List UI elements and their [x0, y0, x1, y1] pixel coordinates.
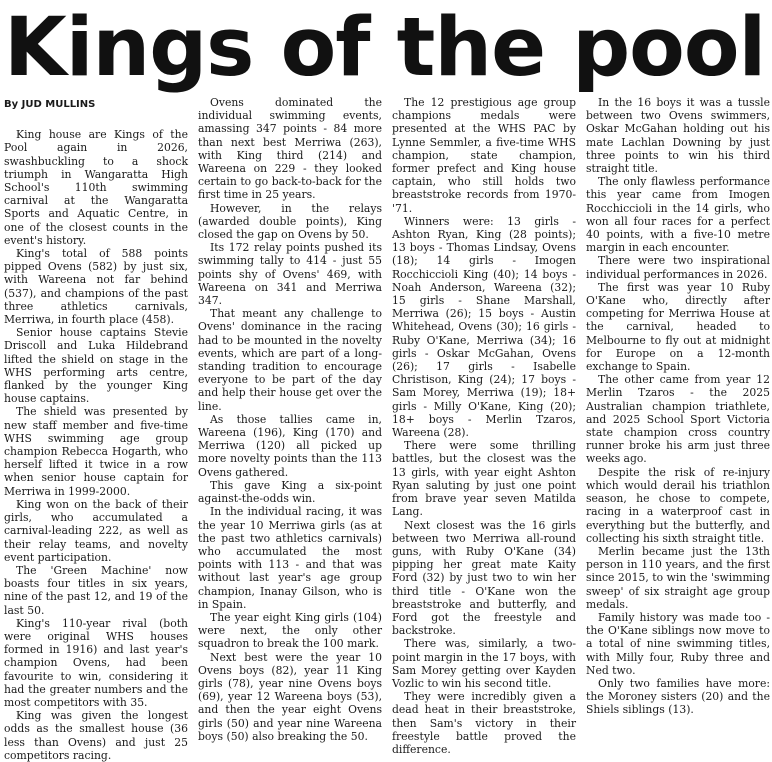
paragraph: Merlin became just the 13th person in 110 years, and the first since 2015, to win the 'swimming sweep' of six straight age group medals. [586, 544, 770, 611]
paragraph: This gave King a six-point against-the-odds win. [198, 478, 382, 506]
headline: Kings of the pool [4, 1, 766, 95]
paragraph: The year eight King girls (104) were next, the only other squadron to break the 100 mark. [198, 610, 382, 651]
paragraph: The 'Green Machine' now boasts four titles in six years, nine of the past 12, and 19 of the last 50. [4, 563, 188, 617]
paragraph: The other came from year 12 Merlin Tzaros - the 2025 Australian champion triathlete, and 2025 School Sport Victoria state champion cross country runner broke his arm just three weeks ago. [586, 373, 770, 466]
paragraph: In the individual racing, it was the year 10 Merriwa girls (as at the past two athletics carnivals) who accumulated the most points with 113 - and that was without last year's age group champion, Inanay Gilson, who is in Spain. [198, 505, 382, 611]
paragraph: Its 172 relay points pushed its swimming tally to 414 - just 55 points shy of Ovens' 469, with Wareena on 341 and Merriwa 347. [198, 241, 382, 308]
paragraph: Next closest was the 16 girls between two Merriwa all-round guns, with Ruby O'Kane (34) pipping her great mate Kaity Ford (32) by just two to win her third title - O'Kane won the breaststroke and butterfly, and Ford got the freestyle and backstroke. [392, 518, 576, 638]
article-body [4, 96, 770, 762]
paragraph: However, in the relays (awarded double points), King closed the gap on Ovens by 50. [198, 201, 382, 242]
paragraph: There was, similarly, a two-point margin in the 17 boys, with Sam Morey getting over Kayden Vozlic to win his second title. [392, 637, 576, 690]
column-1 [4, 96, 188, 762]
paragraph: King's total of 588 points pipped Ovens (582) by just six, with Wareena not far behind (537), and champions of the past three athletics carnivals, Merriwa, in fourth place (458). [4, 247, 188, 327]
column-3 [392, 96, 576, 756]
paragraph: They were incredibly given a dead heat in their breaststroke, then Sam's victory in their freestyle battle proved the difference. [392, 690, 576, 756]
paragraph: That meant any challenge to Ovens' dominance in the racing had to be mounted in the novelty events, which are part of a long-standing tradition to encourage everyone to be part of the day and help their house get over the line. [198, 307, 382, 413]
paragraph: Only two families have more: the Moroney sisters (20) and the Shiels siblings (13). [586, 676, 770, 717]
paragraph: The only flawless performance this year came from Imogen Rocchiccioli in the 14 girls, who won all four races for a perfect 40 points, with a five-10 metre margin in each encounter. [586, 175, 770, 255]
paragraph: The shield was presented by new staff member and five-time WHS swimming age group champion Rebecca Hogarth, who herself lifted it twice in a row when senior house captain for Merriwa in 1999-2000. [4, 405, 188, 498]
paragraph: There were two inspirational individual performances in 2026. [586, 254, 770, 281]
paragraph: There were some thrilling battles, but the closest was the 13 girls, with year eight Ashton Ryan saluting by just one point from brave year seven Matilda Lang. [392, 439, 576, 519]
column-4 [586, 96, 770, 717]
paragraph: King was given the longest odds as the smallest house (36 less than Ovens) and just 25 competitors racing. [4, 709, 188, 762]
paragraph: Despite the risk of re-injury which would derail his triathlon season, he chose to compete, racing in a waterproof cast in everything but the butterfly, and collecting his sixth straight title. [586, 465, 770, 545]
paragraph: King house are Kings of the Pool again in 2026, swashbuckling to a shock triumph in Wangaratta High School's 110th swimming carnival at the Wangaratta Sports and Aquatic Centre, in one of the closest counts in the event's history. [4, 128, 188, 247]
paragraph: Family history was made too - the O'Kane siblings now move to a total of nine swimming titles, with Milly four, Ruby three and Ned two. [586, 610, 770, 677]
paragraph: The first was year 10 Ruby O'Kane who, directly after competing for Merriwa House at the carnival, headed to Melbourne to fly out at midnight for Europe on a 12-month exchange to Spain. [586, 280, 770, 374]
column-2 [198, 96, 382, 743]
byline: By JUD MULLINS [4, 99, 96, 110]
paragraph: Ovens dominated the individual swimming events, amassing 347 points - 84 more than next best Merriwa (263), with King third (214) and Wareena on 229 - they looked certain to go back-to-back for the first time in 25 years. [198, 96, 382, 202]
paragraph: As those tallies came in, Wareena (196), King (170) and Merriwa (120) all picked up more novelty points than the 113 Ovens gathered. [198, 412, 382, 479]
paragraph: Next best were the year 10 Ovens boys (82), year 11 King girls (78), year nine Ovens boys (69), year 12 Wareena boys (53), and then the year eight Ovens girls (50) and year nine Wareena boys (50) also breaking the 50. [198, 650, 382, 743]
paragraph: Winners were: 13 girls - Ashton Ryan, King (28 points); 13 boys - Thomas Lindsay, Ovens (18); 14 girls - Imogen Rocchiccioli King (40); 14 boys - Noah Anderson, Wareena (32); 15 girls - Shane Marshall, Merriwa (26); 15 boys - Austin Whitehead, Ovens (30); 16 girls - Ruby O'Kane, Merriwa (34); 16 girls - Oskar McGahan, Ovens (26); 17 girls - Isabelle Christison, King (24); 17 boys - Sam Morey, Merriwa (19); 18+ girls - Milly O'Kane, King (20); 18+ boys - Merlin Tzaros, Wareena (28). [392, 214, 576, 440]
paragraph: The 12 prestigious age group champions medals were presented at the WHS PAC by Lynne Semmler, a five-time WHS champion, state champion, former prefect and King house captain, who still holds two breaststroke records from 1970-'71. [392, 96, 576, 215]
paragraph: King's 110-year rival (both were original WHS houses formed in 1916) and last year's champion Ovens, had been favourite to win, considering it had the greater numbers and the most competitors with 35. [4, 616, 188, 709]
paragraph: Senior house captains Stevie Driscoll and Luka Hildebrand lifted the shield on stage in the WHS performing arts centre, flanked by the younger King house captains. [4, 326, 188, 406]
paragraph: In the 16 boys it was a tussle between two Ovens swimmers, Oskar McGahan holding out his mate Lachlan Downing by just three points to win his third straight title. [586, 96, 770, 176]
paragraph: King won on the back of their girls, who accumulated a carnival-leading 222, as well as their relay teams, and novelty event participation. [4, 497, 188, 564]
